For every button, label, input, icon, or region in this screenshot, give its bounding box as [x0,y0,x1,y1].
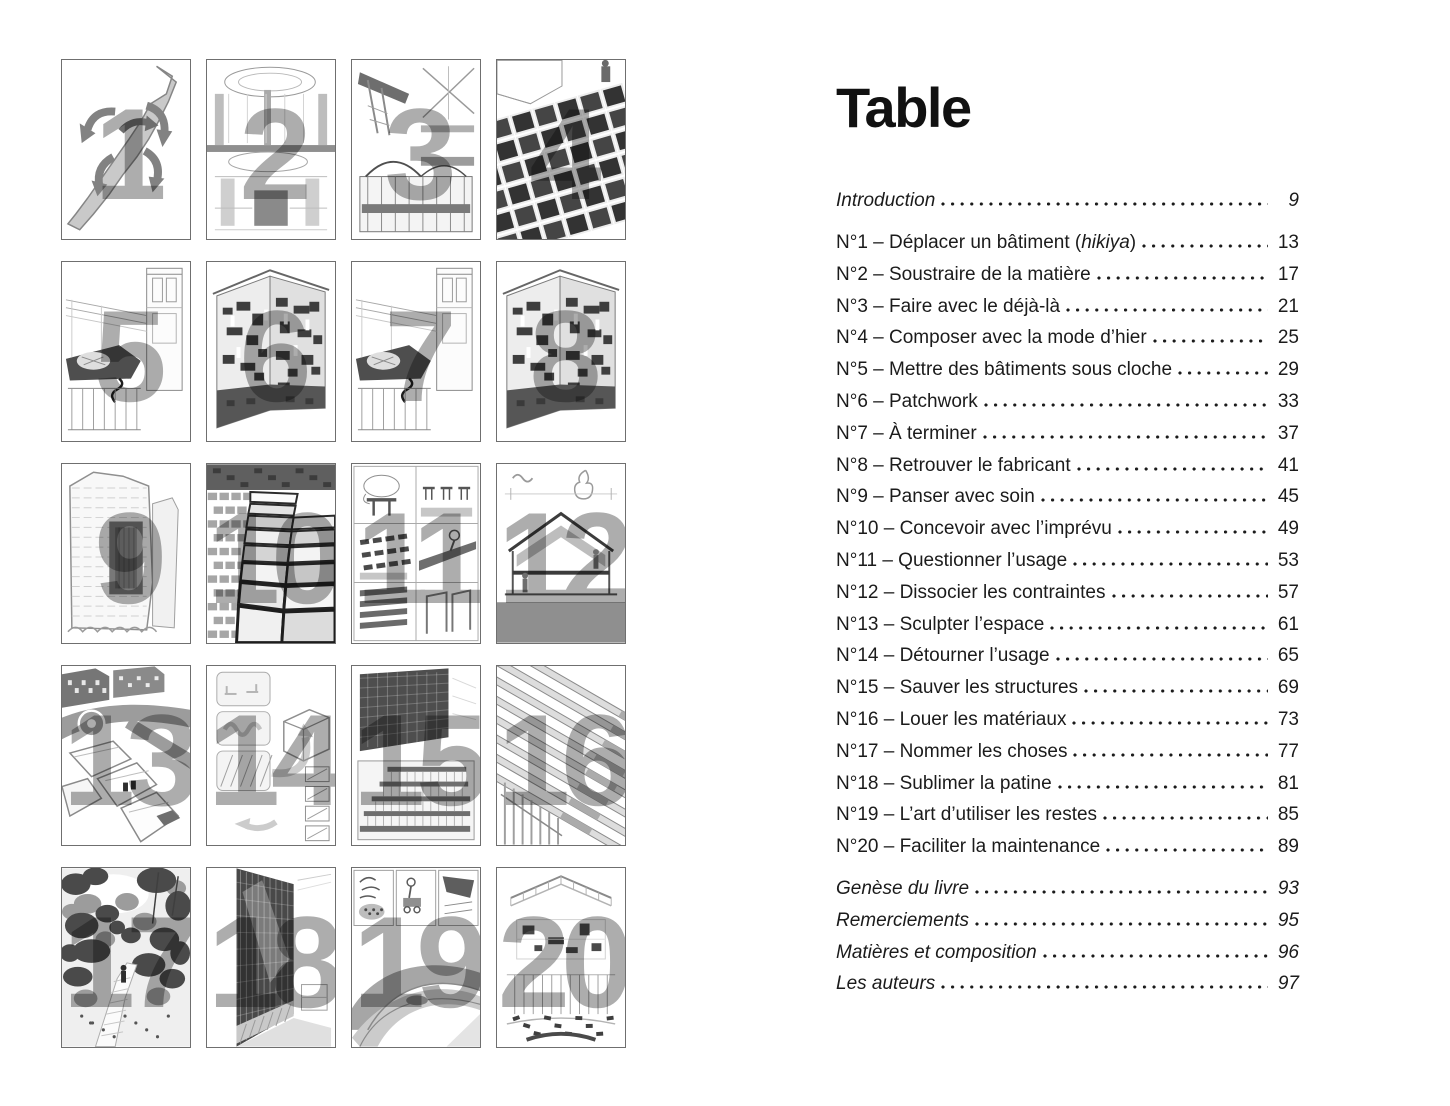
toc-label-part: N°18 – Sublimer la patine [836,772,1052,794]
toc-entry-label [836,645,1050,667]
dot-leader [1112,594,1269,598]
toc-entry-label [836,709,1066,731]
toc-page-number: 61 [1277,613,1299,635]
toc-label-part: N°2 – Soustraire de la matière [836,263,1091,285]
toc-entry [836,614,1299,646]
sketch-illustration [497,868,625,1047]
toc-page-number: 45 [1277,486,1299,508]
toc-entry-label [836,296,1060,318]
dot-leader [1073,562,1268,566]
thumbnail-cell-7 [351,261,481,442]
toc-page-number: 17 [1277,263,1299,285]
toc-entry-label [836,232,1136,254]
dot-leader [1073,753,1268,757]
dot-leader [941,985,1268,989]
toc-label-part: N°8 – Retrouver le fabricant [836,454,1071,476]
page-title: Table [836,76,971,139]
thumbnail-cell-16 [496,665,626,846]
sketch-illustration [497,262,625,441]
toc-list [836,190,1299,1005]
toc-label-part: N°10 – Concevoir avec l’imprévu [836,518,1112,540]
dot-leader [1056,657,1268,661]
toc-entry [836,486,1299,518]
dot-leader [1072,721,1268,725]
toc-label-part: hikiya [1081,232,1130,253]
dot-leader [1142,244,1268,248]
toc-entry [836,804,1299,836]
toc-page-number: 85 [1277,804,1299,826]
sketch-illustration [497,464,625,643]
thumbnail-grid [61,59,626,1048]
thumbnail-number: 12 [497,484,625,631]
toc-label-part: N°7 – À terminer [836,422,977,444]
thumbnail-cell-6 [206,261,336,442]
sketch-illustration [352,60,480,239]
toc-page-number: 9 [1288,190,1299,211]
toc-entry-label [836,942,1037,964]
thumbnail-number: 15 [352,686,480,833]
toc-entry-label [836,550,1067,572]
sketch-illustration [352,666,480,845]
dot-leader [975,922,1268,926]
thumbnail-number: 3 [384,80,448,227]
toc-entry [836,296,1299,328]
toc-label-part: Introduction [836,190,936,211]
thumbnail-cell-2 [206,59,336,240]
toc-entry [836,910,1299,942]
toc-entry-label [836,518,1112,540]
toc-entry-label [836,614,1044,636]
toc-entry [836,582,1299,614]
sketch-illustration [207,666,335,845]
toc-entry [836,423,1299,455]
thumbnail-cell-19 [351,867,481,1048]
thumbnail-cell-20 [496,867,626,1048]
toc-page-number: 13 [1277,232,1299,253]
toc-label-part: Matières et composition [836,941,1037,963]
dot-leader [983,435,1268,439]
toc-entry-label [836,264,1091,286]
toc-page-number: 41 [1277,454,1299,476]
dot-leader [984,403,1268,407]
toc-label-part: Genèse du livre [836,877,970,899]
toc-page-number: 69 [1277,677,1299,699]
toc-page-number: 73 [1277,708,1299,730]
dot-leader [1106,848,1268,852]
toc-page-number: 95 [1277,909,1299,931]
toc-entry [836,232,1299,264]
toc-label-part: N°16 – Louer les matériaux [836,708,1067,730]
sketch-illustration [62,60,190,239]
thumbnail-cell-5 [61,261,191,442]
toc-entry-label [836,486,1035,508]
toc-page-number: 25 [1277,327,1299,349]
thumbnail-number: 11 [356,484,476,631]
toc-entry [836,550,1299,582]
sketch-illustration [207,464,335,643]
toc-label-part: Remerciements [836,909,970,931]
toc-entry [836,518,1299,550]
toc-page-number: 77 [1277,740,1299,762]
toc-page-number: 96 [1277,941,1299,963]
toc-entry-label [836,677,1078,699]
toc-entry-label [836,836,1100,858]
thumbnail-number: 10 [207,484,335,631]
sketch-illustration [62,868,190,1047]
toc-entry [836,878,1299,910]
toc-entry [836,836,1299,868]
thumbnail-cell-11 [351,463,481,644]
sketch-illustration [497,60,625,239]
toc-entry-label [836,190,935,212]
thumbnail-cell-14 [206,665,336,846]
thumbnail-cell-15 [351,665,481,846]
thumbnail-number: 19 [352,888,480,1035]
toc-label-part: N°19 – L’art d’utiliser les restes [836,804,1098,826]
toc-entry [836,455,1299,487]
toc-entry-label [836,910,969,932]
toc-entry [836,741,1299,773]
sketch-illustration [62,262,190,441]
dot-leader [1050,626,1268,630]
dot-leader [941,202,1268,206]
thumbnail-cell-1 [61,59,191,240]
sketch-illustration [207,868,335,1047]
toc-page-number: 89 [1277,836,1299,858]
toc-label-part: N°13 – Sculpter l’espace [836,613,1045,635]
toc-page-number: 33 [1277,390,1299,412]
toc-label-part: N°5 – Mettre des bâtiments sous cloche [836,359,1173,381]
thumbnail-cell-4 [496,59,626,240]
toc-label-part: N°6 – Patchwork [836,390,978,412]
toc-entry [836,391,1299,423]
toc-entry [836,677,1299,709]
toc-page-number: 81 [1277,772,1299,794]
toc-label-part: N°12 – Dissocier les contraintes [836,581,1106,603]
toc-entry-label [836,973,935,995]
dot-leader [1097,276,1268,280]
thumbnail-number: 2 [239,80,303,227]
toc-page-number: 21 [1277,295,1299,317]
dot-leader [1153,339,1268,343]
toc-entry [836,327,1299,359]
sketch-illustration [497,666,625,845]
dot-leader [1058,785,1268,789]
thumbnail-cell-8 [496,261,626,442]
toc-entry [836,190,1299,222]
toc-label-part: N°20 – Faciliter la maintenance [836,836,1101,858]
toc-intro-group [836,190,1299,222]
toc-entry-label [836,878,969,900]
thumbnail-cell-9 [61,463,191,644]
toc-page-number: 29 [1277,359,1299,381]
dot-leader [1103,816,1268,820]
thumbnail-number: 14 [207,686,335,833]
thumbnail-number: 16 [497,686,625,833]
thumbnail-number: 17 [62,888,190,1035]
thumbnail-cell-18 [206,867,336,1048]
thumbnail-cell-10 [206,463,336,644]
dot-leader [1041,498,1268,502]
toc-page-number: 65 [1277,645,1299,667]
toc-entry-label [836,423,977,445]
toc-label-part: N°14 – Détourner l’usage [836,645,1050,667]
toc-label-part: N°3 – Faire avec le déjà-là [836,295,1061,317]
toc-page-number: 49 [1277,518,1299,540]
thumbnail-number: 13 [62,686,190,833]
toc-entry-label [836,773,1052,795]
toc-chapters-group [836,232,1299,868]
toc-entry [836,973,1299,1005]
thumbnail-number: 20 [497,888,625,1035]
toc-page-number: 97 [1277,973,1299,995]
thumbnail-number: 8 [529,282,593,429]
toc-label-part: N°1 – Déplacer un bâtiment ( [836,232,1082,253]
thumbnail-number: 6 [239,282,303,429]
toc-entry [836,359,1299,391]
sketch-illustration [207,262,335,441]
thumbnail-cell-17 [61,867,191,1048]
sketch-illustration [62,666,190,845]
thumbnail-number: 7 [384,282,448,429]
toc-label-part: N°17 – Nommer les choses [836,740,1068,762]
thumbnail-number: 5 [94,282,158,429]
toc-entry [836,709,1299,741]
thumbnail-number: 1 [94,80,158,227]
toc-label-part: N°11 – Questionner l’usage [836,549,1068,571]
toc-page-number: 37 [1277,422,1299,444]
toc-entry-label [836,391,978,413]
toc-label-part: Les auteurs [836,973,936,995]
toc-page-number: 57 [1277,581,1299,603]
toc-label-part: ) [1129,232,1137,253]
toc-entry-label [836,804,1097,826]
toc-entry [836,942,1299,974]
toc-label-part: N°4 – Composer avec la mode d’hier [836,327,1147,349]
dot-leader [1066,308,1268,312]
toc-entry-label [836,327,1147,349]
toc-entry-label [836,359,1172,381]
toc-entry-label [836,455,1071,477]
dot-leader [1077,467,1268,471]
dot-leader [1178,371,1268,375]
sketch-illustration [62,464,190,643]
toc-page-number: 93 [1277,877,1299,899]
dot-leader [1118,530,1268,534]
thumbnail-cell-13 [61,665,191,846]
toc-entry-label [836,741,1067,763]
toc-entry [836,773,1299,805]
dot-leader [975,890,1268,894]
toc-label-part: N°15 – Sauver les structures [836,677,1079,699]
sketch-illustration [207,60,335,239]
toc-entry-label [836,582,1106,604]
toc-entry [836,264,1299,296]
toc-page-number: 53 [1277,549,1299,571]
toc-outro-group [836,878,1299,1005]
sketch-illustration [352,868,480,1047]
dot-leader [1043,954,1268,958]
sketch-illustration [352,464,480,643]
toc-entry [836,645,1299,677]
table-of-contents [836,76,1299,1005]
thumbnail-cell-3 [351,59,481,240]
dot-leader [1084,689,1268,693]
thumbnail-number: 18 [207,888,335,1035]
thumbnail-cell-12 [496,463,626,644]
sketch-illustration [352,262,480,441]
thumbnail-number: 4 [529,80,593,227]
thumbnail-number: 9 [94,484,158,631]
toc-label-part: N°9 – Panser avec soin [836,486,1035,508]
